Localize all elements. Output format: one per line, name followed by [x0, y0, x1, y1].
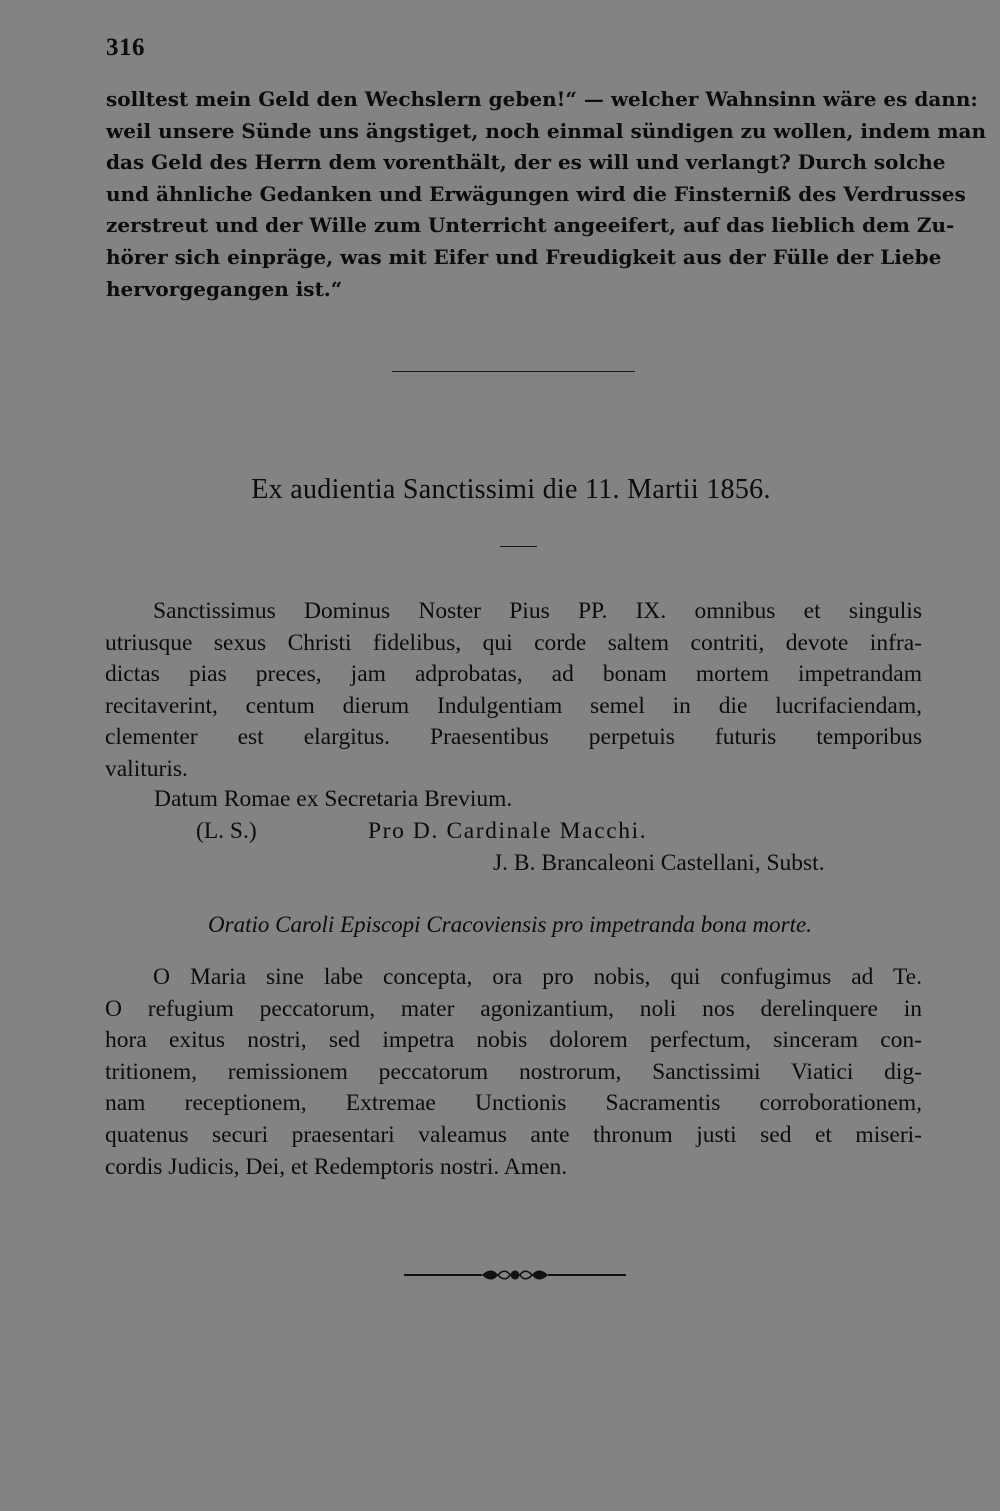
short-divider [500, 546, 537, 547]
text-line: O Maria sine labe concepta, ora pro nobis, qui confugimus ad Te. [153, 964, 922, 990]
text-line: hörer sich einpräge, was mit Eifer und Freudigkeit aus der Fülle der Liebe [106, 244, 942, 269]
section-heading: Ex audientia Sanctissimi die 11. Martii 1856. [251, 474, 771, 505]
text-line: hora exitus nostri, sed impetra nobis dolorem perfectum, sinceram con- [105, 1027, 922, 1054]
text-line: und ähnliche Gedanken und Erwägungen wird die Finsterniß des Verdrusses [106, 181, 966, 206]
text-line: hervorgegangen ist.“ [106, 276, 343, 301]
prayer-paragraph [105, 962, 922, 1183]
text-line: weil unsere Sünde uns ängstiget, noch einmal sündigen zu wollen, indem man [106, 118, 987, 143]
text-line: tritionem, remissionem peccatorum nostrorum, Sanctissimi Viatici dig- [105, 1058, 922, 1085]
text-line: nam receptionem, Extremae Unctionis Sacramentis corroborationem, [105, 1090, 922, 1117]
text-line: das Geld des Herrn dem vorenthält, der es will und verlangt? Durch solche [106, 150, 946, 175]
decree-paragraph [105, 596, 922, 786]
signature-cardinal: Pro D. Cardinale Macchi. [368, 818, 648, 844]
text-line: utriusque sexus Christi fidelibus, qui corde saltem contriti, devote infra- [105, 629, 922, 656]
text-line: dictas pias preces, jam adprobatas, ad bonam mortem impetrandam [105, 661, 922, 688]
end-ornament-icon [404, 1268, 626, 1282]
text-line: zerstreut und der Wille zum Unterricht angeeifert, auf das lieblich dem Zu- [106, 213, 955, 238]
signature-substitute: J. B. Brancaleoni Castellani, Subst. [493, 850, 825, 876]
fraktur-paragraph [106, 84, 987, 305]
section-divider [392, 371, 635, 372]
prayer-title: Oratio Caroli Episcopi Cracoviensis pro impetranda bona morte. [208, 912, 812, 937]
text-line: solltest mein Geld den Wechslern geben!“ — welcher Wahnsinn wäre es dann: [106, 87, 978, 111]
text-line: recitaverint, centum dierum Indulgentiam semel in die lucrifaciendam, [105, 692, 922, 719]
text-line: O refugium peccatorum, mater agonizantium, noli nos derelinquere in [105, 995, 922, 1022]
text-line: clementer est elargitus. Praesentibus perpetuis futuris temporibus [105, 724, 922, 751]
seal-mark: (L. S.) [196, 818, 257, 844]
datum-line: Datum Romae ex Secretaria Brevium. [154, 786, 513, 812]
text-line: quatenus securi praesentari valeamus ante thronum justi sed et miseri- [105, 1121, 922, 1148]
page-number: 316 [106, 34, 145, 61]
text-line: Sanctissimus Dominus Noster Pius PP. IX. omnibus et singulis [153, 598, 922, 624]
text-line: cordis Judicis, Dei, et Redemptoris nostri. Amen. [105, 1153, 568, 1180]
text-line: valituris. [105, 755, 188, 782]
